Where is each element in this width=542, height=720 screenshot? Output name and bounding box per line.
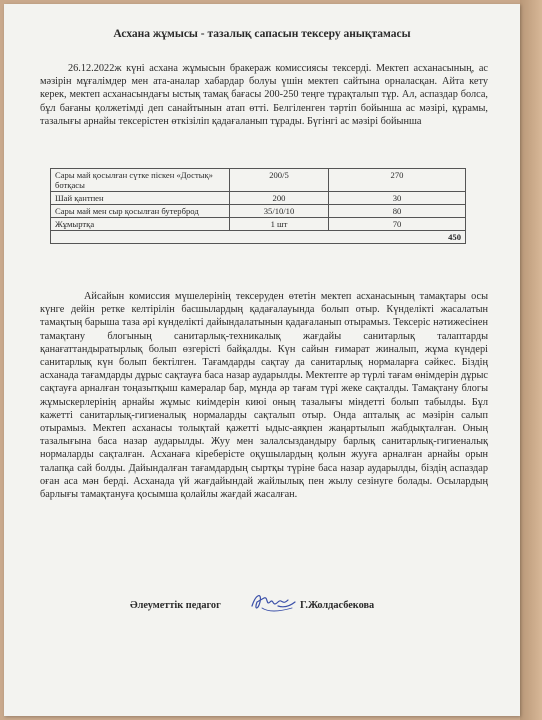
signer-role: Әлеуметтік педагог xyxy=(130,600,221,611)
menu-table xyxy=(50,168,466,244)
background-surface xyxy=(520,0,542,720)
dish-amount: 200/5 xyxy=(230,169,329,192)
table-row xyxy=(51,218,466,231)
table-row xyxy=(51,205,466,218)
document-page xyxy=(4,4,520,716)
dish-name: Жұмыртқа xyxy=(51,218,230,231)
body-paragraph: Айсайын комиссия мүшелерінің тексеруден өтетін мектеп асханасының тамақтары осы күнге дейін ретке келтірілін басшылардың қадағалауында болып отыр. Күнделікті жасалатын тамақтың барыша таза әрі күнделікті дайындалатынын қадағаланып отырамыз. Тексеріс нәтижесінен тамақтану блогының санитарлық-техникалық жағдайы санитарлық талаптарды қанағаттандыратырлық болып өзгерісті байқалды. Күн сайын ғимарат жиналып, жұма күндері санитарлық күн болып бектілген. Тағамдарды сақтау да санитарлық нормаларға сәйкес. Біздің асханада тағамдарды дұрыс сақтауға баса назар аударылды. Мектепте әр түрлі тағам өнімдерін дұрыс сақтауға арналған тоңазытқыш камералар бар, мұнда әр тағам түрі жеке сақталды. Тамақтану блогы жұмыскерлерінің арнайы жұмыс киімдерін киюі оның тазалығы міндетті болып табылды. Бұл кажетті санитарлық-гигиеналық нормаларды сақталып отыр. Онда апталық ас мәзірін салып отырамыз. Мектеп асханасы толықтай қажетті ыдыс-аяқпен жаңартылып жабдықталған. Оның тазалығына баса назар аударылды. Жуу мен залалсыздандыру барлық санитарлық-гигиеналық нормаларды сақталған. Асханаға кіреберісте оқушылардың қолын жууға арналған арнайы орын талапқа сай болды. Дайындалған тағамдардың сыртқы түріне баса назар аударылды, біздің аспаздар оған аса мән берді. Асханада үй жағдайындай жайлылық пен жылу сезінуге болады. Осылардың барлығы тамақтануға қосымша қолайлы жағдай жасалған. xyxy=(40,291,488,501)
handwritten-signature-icon xyxy=(248,588,298,616)
dish-name: Сары май қосылған сүтке піскен «Достық» ботқасы xyxy=(51,169,230,192)
dish-amount: 200 xyxy=(230,192,329,205)
dish-name: Сары май мен сыр қосылған бутерброд xyxy=(51,205,230,218)
table-row xyxy=(51,169,466,192)
dish-price: 30 xyxy=(329,192,466,205)
dish-price: 70 xyxy=(329,218,466,231)
menu-total: 450 xyxy=(51,231,466,244)
signer-name: Г.Жолдасбекова xyxy=(300,600,375,611)
dish-amount: 1 шт xyxy=(230,218,329,231)
dish-price: 80 xyxy=(329,205,466,218)
dish-amount: 35/10/10 xyxy=(230,205,329,218)
dish-price: 270 xyxy=(329,169,466,192)
table-row xyxy=(51,192,466,205)
intro-paragraph: 26.12.2022ж күні асхана жұмысын бракераж комиссиясы тексерді. Мектеп асханасының, ас мәзірін мұғалімдер мен ата-аналар хабардар болуы үшін мектеп сайтына орналасқан. Айта кету керек, мектеп асханасындағы ыстық тамақ бағасы 200-250 теңге тұрақталып тұр. Ал, аспаздар болса, бұл бағаны қолжетімді деп санайтынын атап өтті. Белгіленген тәртіп бойынша ас мәзірі, құрамы, тазалығы арнайы тексерістен өткізіліп қадағаланып тұрады. Бүгінгі ас мәзірі бойынша xyxy=(40,63,488,127)
document-title: Асхана жұмысы - тазалық сапасын тексеру анықтамасы xyxy=(113,28,411,40)
total-row xyxy=(51,231,466,244)
dish-name: Шай қантпен xyxy=(51,192,230,205)
